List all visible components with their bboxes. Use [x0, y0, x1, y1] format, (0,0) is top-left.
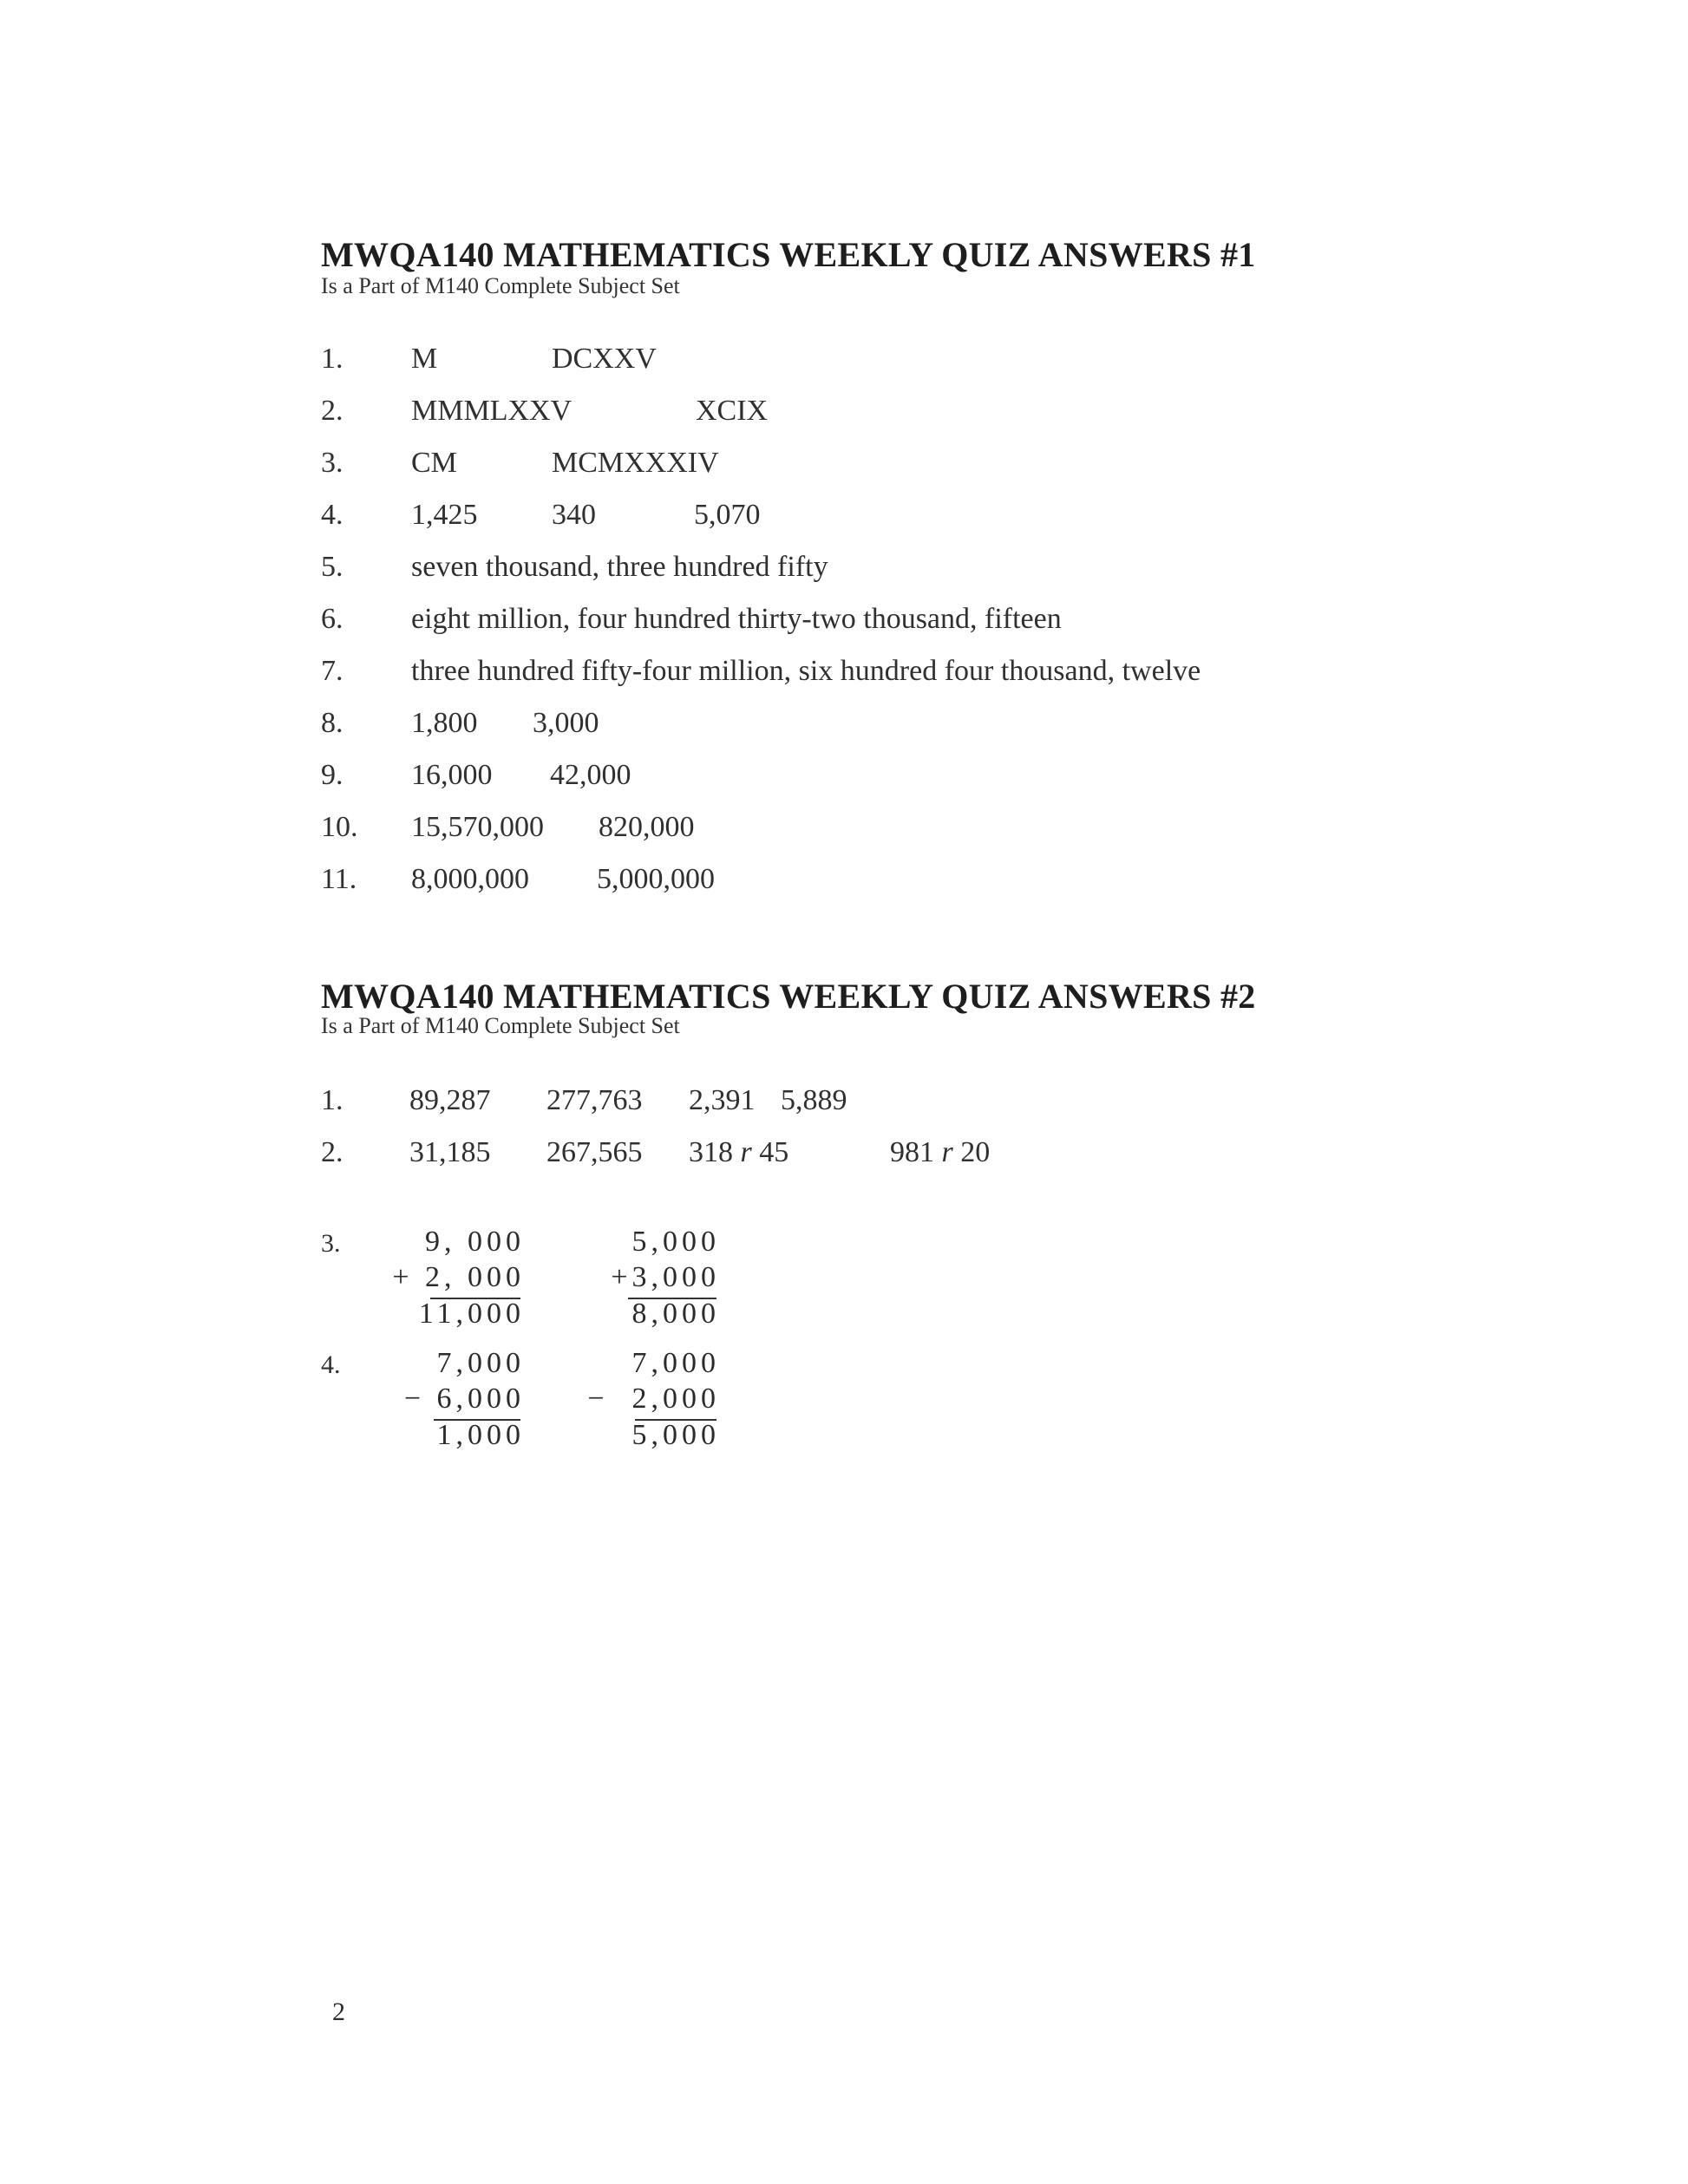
answer-part: 1,800 [411, 707, 478, 739]
answer-number: 2. [321, 1136, 343, 1168]
quotient-answer [890, 1136, 990, 1169]
minus-sign: − [587, 1383, 609, 1415]
answer-part: eight million, four hundred thirty-two thousand, fifteen [411, 603, 1062, 635]
addition-top: 5,000 [631, 1226, 720, 1258]
section1-subtitle: Is a Part of M140 Complete Subject Set [321, 273, 680, 298]
answer-number: 4. [321, 499, 343, 531]
answer-part: 5,000,000 [597, 863, 715, 895]
answer-part: MMMLXXV [411, 395, 572, 427]
answer-number: 11. [321, 863, 357, 895]
answer-part: 3,000 [533, 707, 599, 739]
addend: 3,000 [631, 1261, 720, 1293]
answer-number: 7. [321, 655, 343, 687]
remainder-symbol: r [740, 1136, 752, 1168]
addition-result: 11,000 [418, 1298, 525, 1330]
subtrahend: 6,000 [436, 1383, 525, 1415]
answer-part: 16,000 [411, 759, 493, 791]
answer-part: three hundred fifty-four million, six hundred four thousand, twelve [411, 655, 1201, 687]
answer-number: 8. [321, 707, 343, 739]
answer-part: 340 [552, 499, 596, 531]
section2-title: MWQA140 MATHEMATICS WEEKLY QUIZ ANSWERS #2 [321, 977, 1256, 1016]
answer-part: 8,000,000 [411, 863, 529, 895]
answer-part: CM [411, 447, 457, 479]
answer-part: 15,570,000 [411, 811, 544, 843]
answer-part: MCMXXXIV [552, 447, 719, 479]
subtraction-result: 1,000 [436, 1419, 525, 1451]
addend: 2, 000 [425, 1261, 525, 1293]
answer-part: 1,425 [411, 499, 478, 531]
answer-part: 89,287 [409, 1084, 491, 1116]
answer-part: 2,391 [689, 1084, 756, 1116]
answer-number: 1. [321, 1084, 343, 1116]
remainder-value: 45 [759, 1136, 789, 1168]
answer-number: 3. [321, 1229, 341, 1258]
addition-result: 8,000 [631, 1298, 720, 1330]
plus-sign: + [611, 1261, 632, 1293]
answer-number: 5. [321, 551, 343, 583]
answer-number: 1. [321, 343, 343, 375]
section2-subtitle: Is a Part of M140 Complete Subject Set [321, 1013, 680, 1038]
answer-part: 267,565 [546, 1136, 643, 1168]
addition-top: 9, 000 [425, 1226, 525, 1258]
remainder-symbol: r [941, 1136, 953, 1168]
quotient-value: 318 [689, 1136, 733, 1168]
page-number: 2 [332, 1998, 345, 2026]
answer-part: 820,000 [599, 811, 695, 843]
answer-part: 277,763 [546, 1084, 643, 1116]
answer-part: 31,185 [409, 1136, 491, 1168]
addition-bottom [382, 1261, 525, 1294]
subtraction-bottom [572, 1383, 720, 1416]
subtraction-bottom [382, 1383, 525, 1416]
answer-part: 42,000 [550, 759, 631, 791]
answer-part: M [411, 343, 438, 375]
subtrahend: 2,000 [631, 1383, 720, 1415]
quotient-value: 981 [890, 1136, 934, 1168]
quotient-answer [689, 1136, 788, 1169]
answer-number: 6. [321, 603, 343, 635]
answer-part: seven thousand, three hundred fifty [411, 551, 828, 583]
answer-part: 5,070 [694, 499, 761, 531]
answer-number: 10. [321, 811, 358, 843]
answer-part: DCXXV [552, 343, 657, 375]
subtraction-top: 7,000 [436, 1347, 525, 1379]
answer-number: 9. [321, 759, 343, 791]
remainder-value: 20 [960, 1136, 991, 1168]
answer-number: 2. [321, 395, 343, 427]
answer-number: 4. [321, 1350, 341, 1379]
answer-part: 5,889 [781, 1084, 847, 1116]
addition-bottom [572, 1261, 720, 1294]
plus-sign: + [392, 1261, 414, 1293]
answer-number: 3. [321, 447, 343, 479]
minus-sign: − [403, 1383, 425, 1415]
section1-title: MWQA140 MATHEMATICS WEEKLY QUIZ ANSWERS #1 [321, 235, 1256, 274]
answer-part: XCIX [696, 395, 769, 427]
subtraction-result: 5,000 [631, 1419, 720, 1451]
subtraction-top: 7,000 [631, 1347, 720, 1379]
